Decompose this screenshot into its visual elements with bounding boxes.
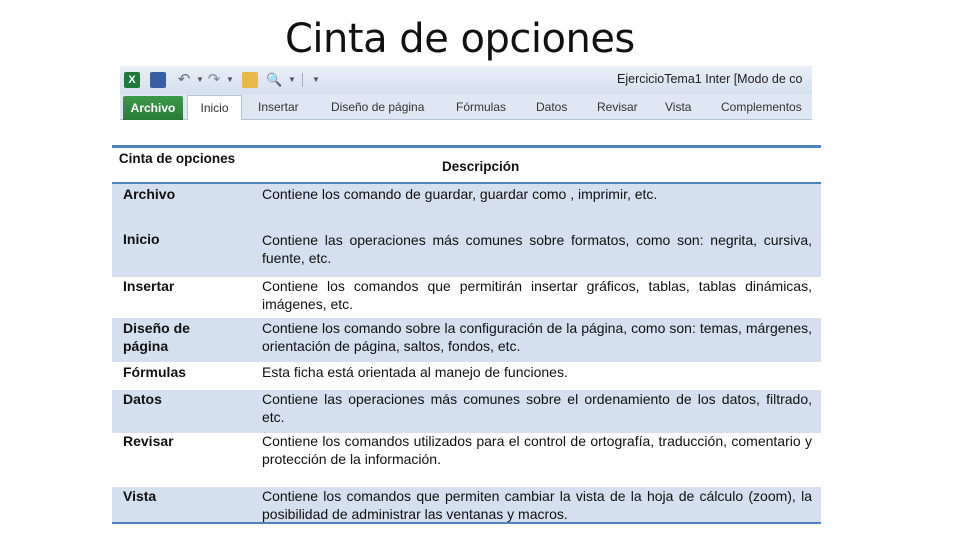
print-preview-icon[interactable]: 🔍 xyxy=(266,72,283,87)
row-name: Revisar xyxy=(123,433,174,449)
row-name: Archivo xyxy=(123,186,176,202)
tab-complementos[interactable]: Complementos xyxy=(721,100,802,114)
header-descripcion: Descripción xyxy=(442,159,520,174)
row-description: Contiene los comandos que permitirán insertar gráficos, tablas, tablas dinámicas, imágenes, etc. xyxy=(262,278,812,312)
ribbon-screenshot xyxy=(120,66,812,120)
tab-vista[interactable]: Vista xyxy=(665,100,692,114)
tab-formulas[interactable]: Fórmulas xyxy=(456,100,507,114)
row-description: Contiene los comandos que permiten cambiar la vista de la hoja de cálculo (zoom), la posibilidad de administrar las ventanas y macros. xyxy=(262,488,812,522)
save-icon[interactable] xyxy=(150,72,166,88)
table-row xyxy=(112,362,821,390)
row-name: Fórmulas xyxy=(123,364,187,380)
row-description: Esta ficha está orientada al manejo de funciones. xyxy=(262,364,568,380)
header-cinta-de-opciones: Cinta de opciones xyxy=(118,151,236,166)
row-name: Insertar xyxy=(123,278,175,294)
tab-inicio[interactable]: Inicio xyxy=(187,95,242,120)
table-row xyxy=(112,390,821,433)
toolbar-divider xyxy=(302,73,303,87)
tab-archivo[interactable]: Archivo xyxy=(123,96,183,120)
tab-datos[interactable]: Datos xyxy=(536,100,568,114)
chevron-down-icon[interactable]: ▼ xyxy=(196,75,204,84)
ribbon-tabs xyxy=(120,94,812,120)
table-row xyxy=(112,433,821,487)
table-header xyxy=(112,148,821,182)
row-description: Contiene las operaciones más comunes sobre el ordenamiento de los datos, filtrado, etc. xyxy=(262,391,812,425)
table-row xyxy=(112,226,821,277)
table-row xyxy=(112,184,821,226)
table-row xyxy=(112,318,821,362)
table-bottom-border xyxy=(112,522,821,524)
chevron-down-icon[interactable]: ▼ xyxy=(288,75,296,84)
customize-toolbar-icon[interactable]: ▼ xyxy=(312,75,320,84)
excel-icon[interactable]: X xyxy=(124,72,140,88)
quick-access-toolbar xyxy=(120,66,812,94)
tab-diseno-de-pagina[interactable]: Diseño de página xyxy=(331,100,425,114)
table-row xyxy=(112,487,821,522)
undo-icon[interactable]: ↶ xyxy=(177,71,191,88)
row-name: Datos xyxy=(123,391,162,407)
row-name: Diseño de página xyxy=(123,320,190,354)
row-description: Contiene los comandos utilizados para el control de ortografía, traducción, comentario y protección de la información. xyxy=(262,433,812,467)
open-folder-icon[interactable] xyxy=(242,72,258,88)
window-title: EjercicioTema1 Inter [Modo de co xyxy=(617,72,803,86)
tab-insertar[interactable]: Insertar xyxy=(258,100,299,114)
row-description: Contiene los comando de guardar, guardar como , imprimir, etc. xyxy=(262,186,658,202)
row-name: Inicio xyxy=(123,231,160,247)
row-name: Vista xyxy=(123,488,157,504)
redo-icon[interactable]: ↷ xyxy=(207,71,221,88)
table-row xyxy=(112,277,821,318)
slide-title: Cinta de opciones xyxy=(285,16,635,62)
tab-revisar[interactable]: Revisar xyxy=(597,100,638,114)
row-description: Contiene los comando sobre la configuración de la página, como son: temas, márgenes, orientación de página, saltos, fondos, etc. xyxy=(262,320,812,354)
row-description: Contiene las operaciones más comunes sobre formatos, como son: negrita, cursiva, fuente, etc. xyxy=(262,232,812,266)
chevron-down-icon[interactable]: ▼ xyxy=(226,75,234,84)
description-table xyxy=(112,145,821,525)
